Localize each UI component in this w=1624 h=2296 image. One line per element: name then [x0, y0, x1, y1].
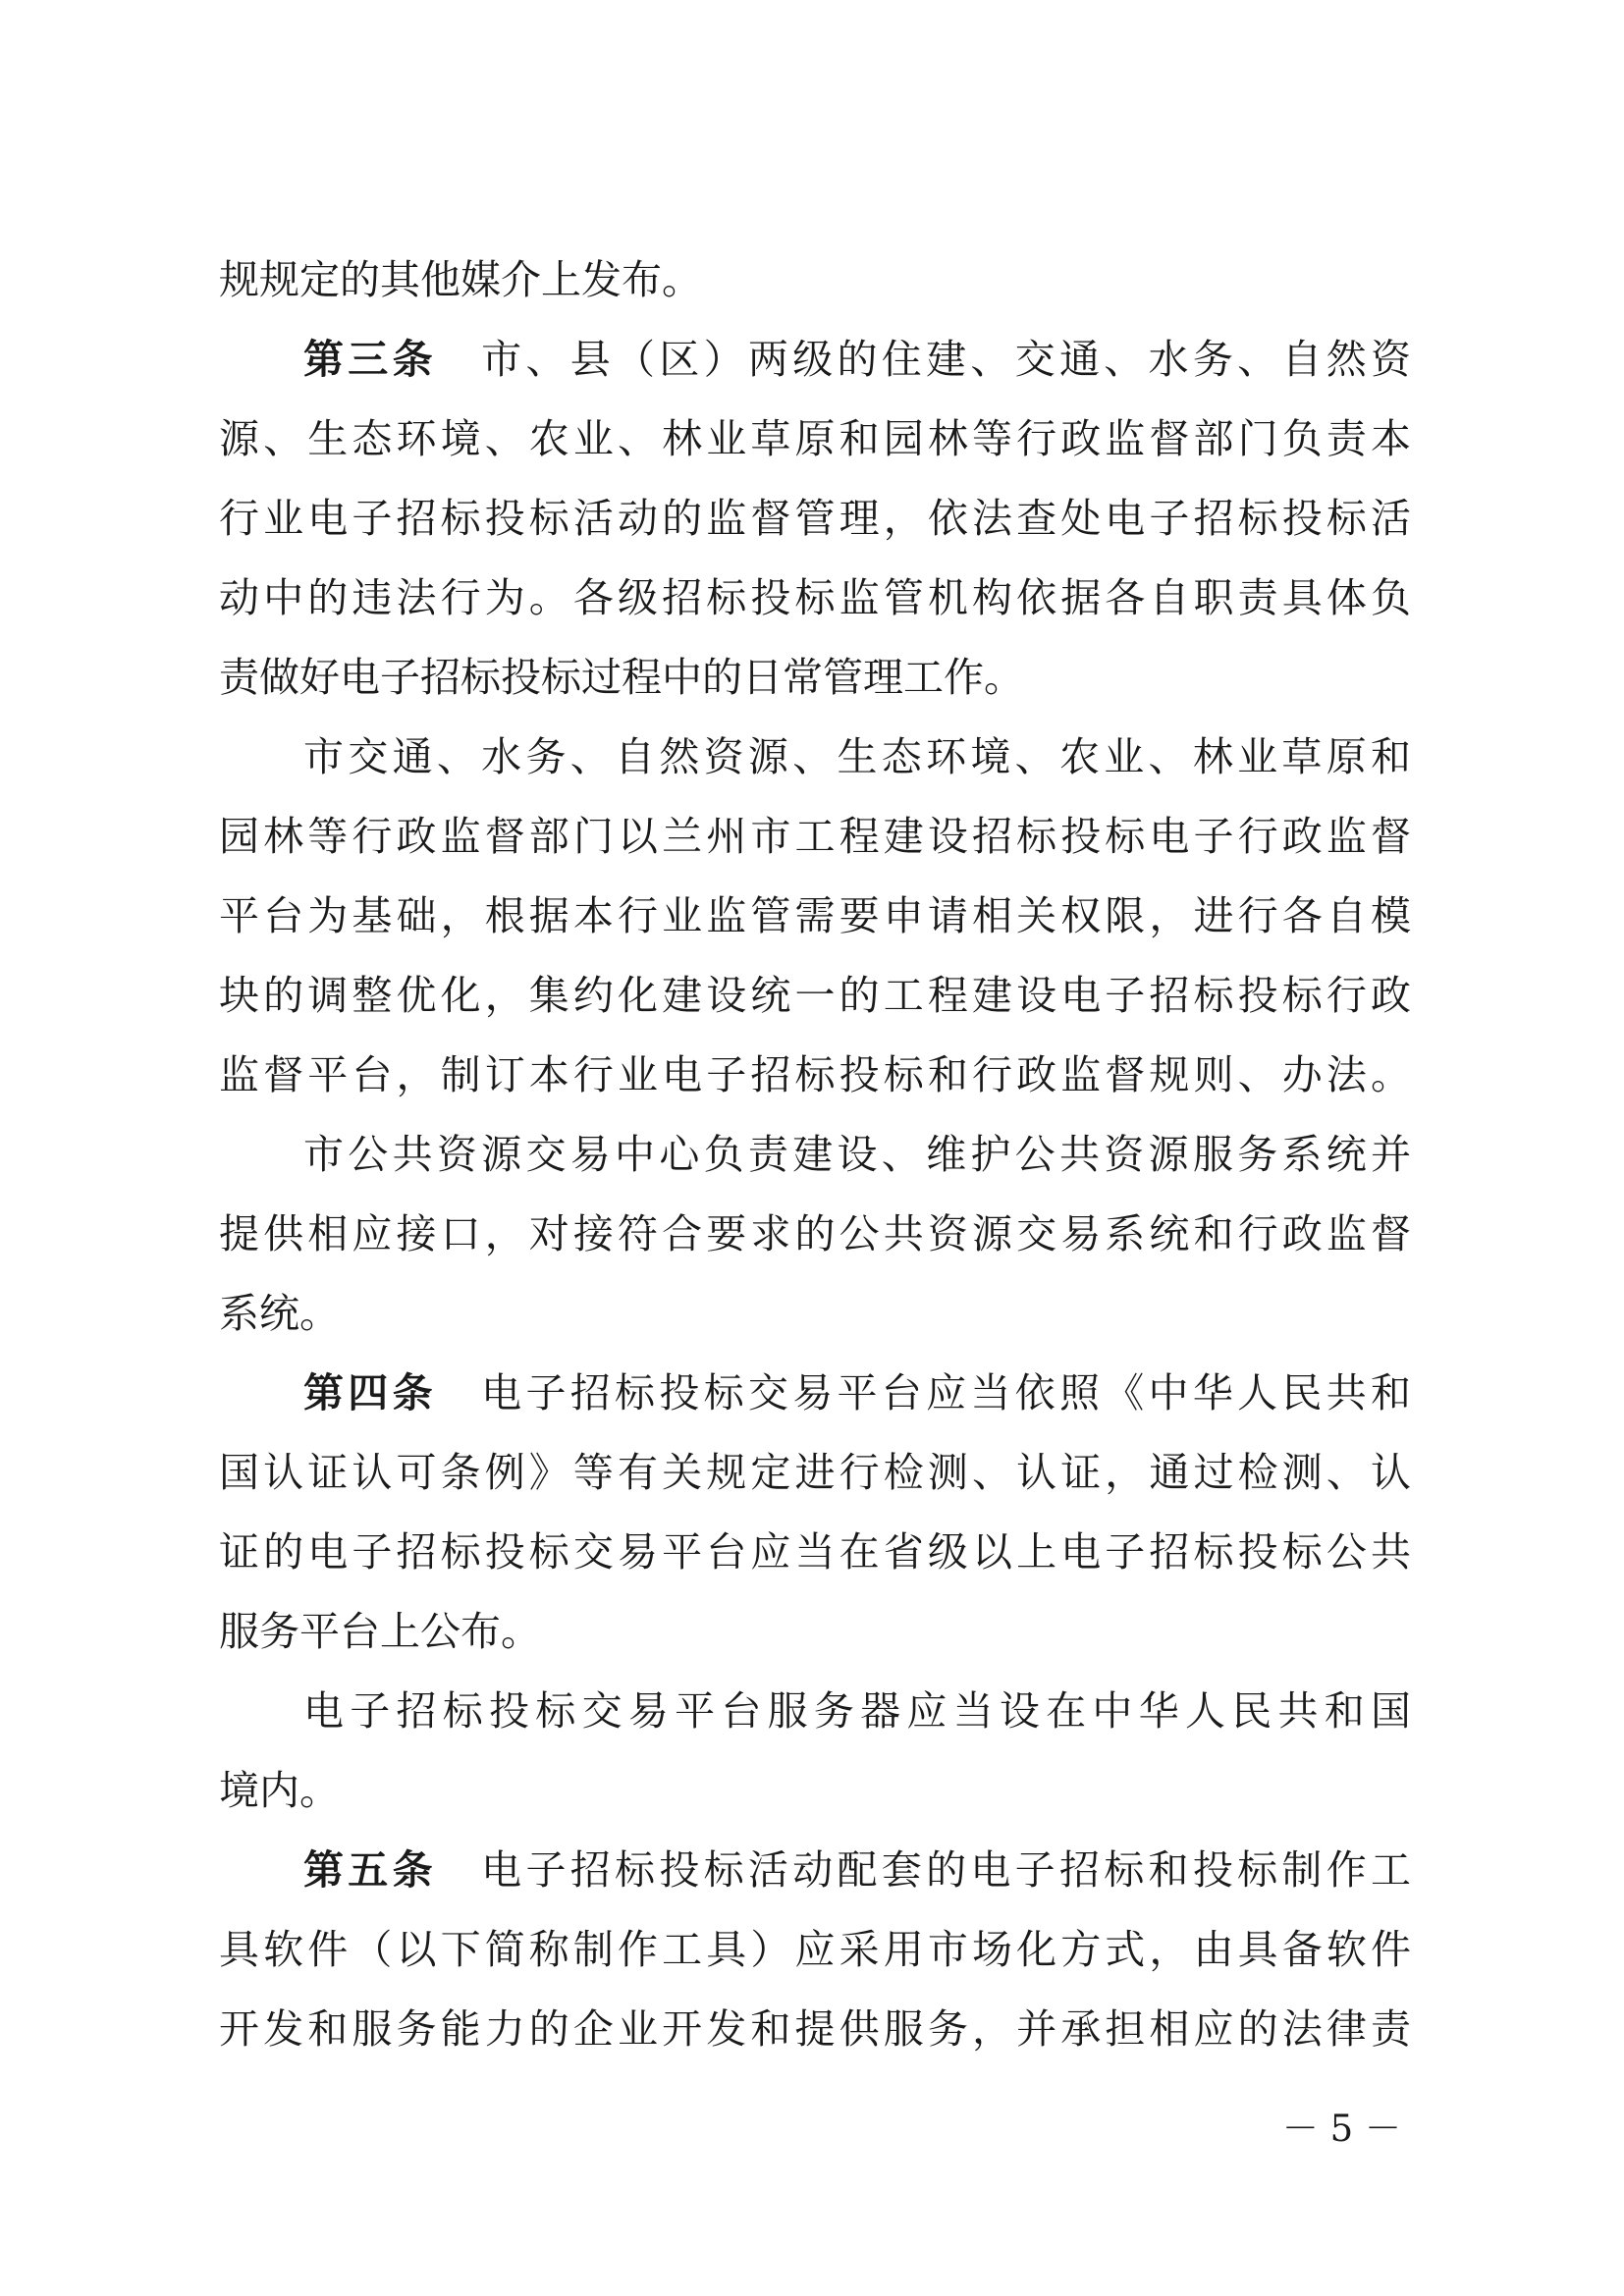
text-segment: 电子招标投标交易平台应当依照《中华人民共和: [436, 1369, 1411, 1416]
document-body: [219, 240, 1411, 2069]
text-line: 市公共资源交易中心负责建设、维护公共资源服务系统并: [303, 1131, 1411, 1178]
article-first-line: [219, 1354, 1411, 1433]
text-line: 行业电子招标投标活动的监督管理，依法查处电子招标投标活: [219, 495, 1411, 542]
text-line: 责做好电子招标投标过程中的日常管理工作。: [219, 654, 1024, 701]
text-segment: 市、县（区）两级的住建、交通、水务、自然资: [436, 336, 1411, 383]
article-first-line: [219, 320, 1411, 400]
text-line: 监督平台，制订本行业电子招标投标和行政监督规则、办法。: [219, 1051, 1411, 1098]
text-line: 市交通、水务、自然资源、生态环境、农业、林业草原和: [303, 733, 1411, 780]
article-heading: 第五条: [303, 1846, 437, 1894]
text-line: 提供相应接口，对接符合要求的公共资源交易系统和行政监督: [219, 1210, 1411, 1257]
page-number: － 5 －: [1281, 2108, 1401, 2150]
text-line: 国认证认可条例》等有关规定进行检测、认证，通过检测、认: [219, 1449, 1411, 1496]
text-line: 具软件（以下简称制作工具）应采用市场化方式，由具备软件: [219, 1926, 1411, 1973]
text-line: 开发和服务能力的企业开发和提供服务，并承担相应的法律责: [219, 2005, 1411, 2053]
text-line: 平台为基础，根据本行业监管需要申请相关权限，进行各自模: [219, 892, 1411, 939]
text-line: 动中的违法行为。各级招标投标监管机构依据各自职责具体负: [219, 574, 1411, 621]
text-line: 规规定的其他媒介上发布。: [219, 256, 702, 303]
text-line: 块的调整优化，集约化建设统一的工程建设电子招标投标行政: [219, 972, 1411, 1019]
article-first-line: [219, 1831, 1411, 1910]
text-line: 境内。: [219, 1767, 340, 1814]
text-line: 证的电子招标投标交易平台应当在省级以上电子招标投标公共: [219, 1528, 1411, 1575]
text-line: 系统。: [219, 1290, 340, 1337]
text-line: 园林等行政监督部门以兰州市工程建设招标投标电子行政监督: [219, 813, 1411, 860]
text-line: 电子招标投标交易平台服务器应当设在中华人民共和国: [303, 1687, 1411, 1735]
article-heading: 第四条: [303, 1369, 437, 1416]
text-segment: 电子招标投标活动配套的电子招标和投标制作工: [436, 1846, 1411, 1894]
text-line: 源、生态环境、农业、林业草原和园林等行政监督部门负责本: [219, 415, 1411, 462]
text-line: 服务平台上公布。: [219, 1608, 541, 1655]
article-heading: 第三条: [303, 336, 437, 383]
